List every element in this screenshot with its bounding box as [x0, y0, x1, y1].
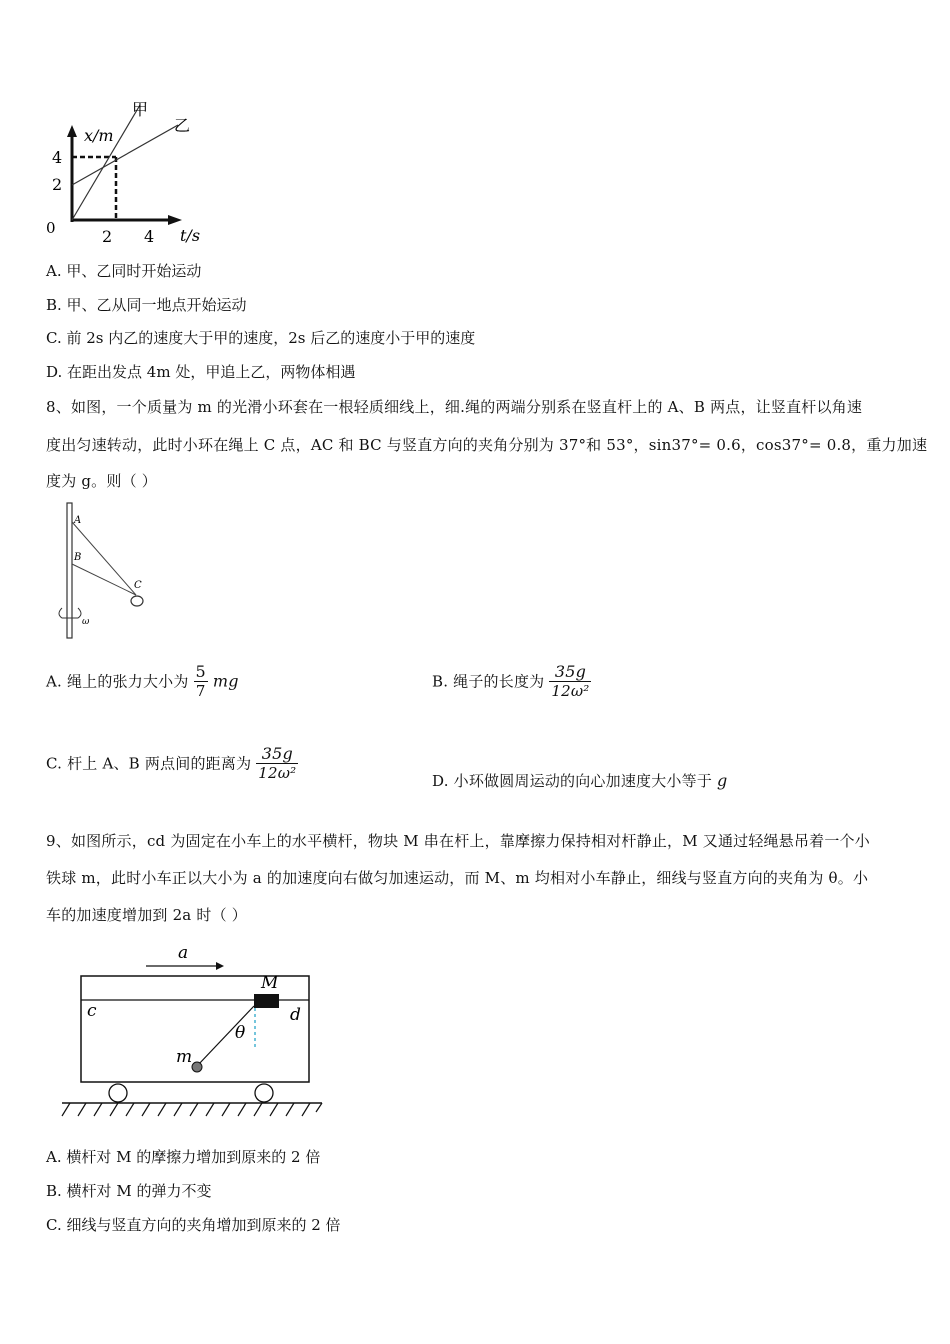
- label-d: d: [290, 1005, 301, 1025]
- x-axis-label: t/s: [180, 226, 201, 245]
- q8-option-c-fraction: $\frac{35g}{\text{12ω²}}$: [258, 744, 297, 782]
- label-theta: θ: [235, 1023, 246, 1043]
- label-M: M: [261, 973, 279, 993]
- string-bc: [72, 564, 136, 595]
- string-ac: [72, 522, 136, 595]
- label-a: A: [74, 515, 82, 526]
- q9-text-line2: 铁球 m，此时小车正以大小为 a 的加速度向右做匀加速运动，而 M、m 均相对小车静止，细线与竖直方向的夹角为 θ。小: [46, 869, 869, 887]
- q8-option-a-fraction: $\frac{5}{7}$: [195, 662, 206, 700]
- q7-option-c: C. 前 2s 内乙的速度大于甲的速度，2s 后乙的速度小于甲的速度: [46, 329, 476, 347]
- origin-label: 0: [46, 219, 56, 237]
- y-tick-4: 4: [52, 148, 63, 167]
- ground-hatching: [62, 1103, 322, 1116]
- q8-text-line2: 度出匀速转动，此时小环在绳上 C 点，AC 和 BC 与竖直方向的夹角分别为 37°和 53°，sin37°= 0.6，cos37°= 0.8，重力加速: [46, 436, 928, 454]
- block-M: [254, 994, 279, 1008]
- q8-text-line1: 8、如图，一个质量为 m 的光滑小环套在一根轻质细线上，细.绳的两端分别系在竖直杆上的 A、B 两点，让竖直杆以角速: [46, 398, 863, 416]
- q8-option-b-text: B. 绳子的长度为: [432, 672, 545, 691]
- x-tick-4: 4: [144, 227, 155, 246]
- wheel-right: [255, 1084, 273, 1102]
- q9-option-b: B. 横杆对 M 的弹力不变: [46, 1182, 212, 1200]
- cart-figure: [58, 940, 328, 1122]
- y-axis-arrow: [67, 125, 77, 137]
- line-yi-label: 乙: [174, 116, 191, 135]
- q8-option-a-suffix: mg: [212, 671, 239, 691]
- xt-graph: [40, 95, 220, 250]
- q9-option-c: C. 细线与竖直方向的夹角增加到原来的 2 倍: [46, 1216, 341, 1234]
- line-jia: [72, 105, 140, 220]
- q8-option-c: [46, 744, 298, 782]
- q8-option-d-suffix: g: [717, 771, 728, 790]
- q7-option-a: A. 甲、乙同时开始运动: [46, 262, 202, 280]
- q8-option-b-fraction: $\frac{35g}{\text{12ω²}}$: [551, 662, 590, 700]
- q8-option-c-text: C. 杆上 A、B 两点间的距离为: [46, 754, 252, 773]
- ring-c: [131, 596, 143, 606]
- label-b: B: [74, 552, 82, 563]
- label-a: a: [178, 943, 189, 963]
- q7-option-b: B. 甲、乙从同一地点开始运动: [46, 296, 247, 314]
- label-c: C: [134, 580, 142, 591]
- y-tick-2: 2: [52, 175, 63, 194]
- wheel-left: [109, 1084, 127, 1102]
- rotating-rod-figure: [50, 498, 170, 643]
- y-axis-label: x/m: [84, 126, 114, 145]
- q8-option-b: [432, 662, 591, 700]
- label-m: m: [176, 1047, 193, 1067]
- q8-option-d-text: D. 小环做圆周运动的向心加速度大小等于: [432, 772, 713, 790]
- q8-option-d: [432, 770, 727, 791]
- q7-option-d: D. 在距出发点 4m 处，甲追上乙，两物体相遇: [46, 363, 356, 381]
- q9-text-line3: 车的加速度增加到 2a 时（ ）: [46, 906, 247, 924]
- acceleration-arrowhead: [216, 962, 224, 970]
- line-jia-label: 甲: [132, 100, 149, 119]
- q9-option-a: A. 横杆对 M 的摩擦力增加到原来的 2 倍: [46, 1148, 321, 1166]
- q9-text-line1: 9、如图所示，cd 为固定在小车上的水平横杆，物块 M 串在杆上，靠摩擦力保持相对杆静止，M 又通过轻绳悬吊着一个小: [46, 832, 870, 850]
- q8-option-a-text: A. 绳上的张力大小为: [46, 672, 189, 691]
- label-c: c: [87, 1001, 97, 1021]
- x-tick-2: 2: [102, 227, 113, 246]
- x-axis-arrow: [168, 215, 182, 225]
- ball-m: [192, 1062, 202, 1072]
- q8-option-a: [46, 662, 239, 700]
- q8-text-line3: 度为 g。则（ ）: [46, 472, 157, 490]
- label-omega: ω: [82, 617, 90, 627]
